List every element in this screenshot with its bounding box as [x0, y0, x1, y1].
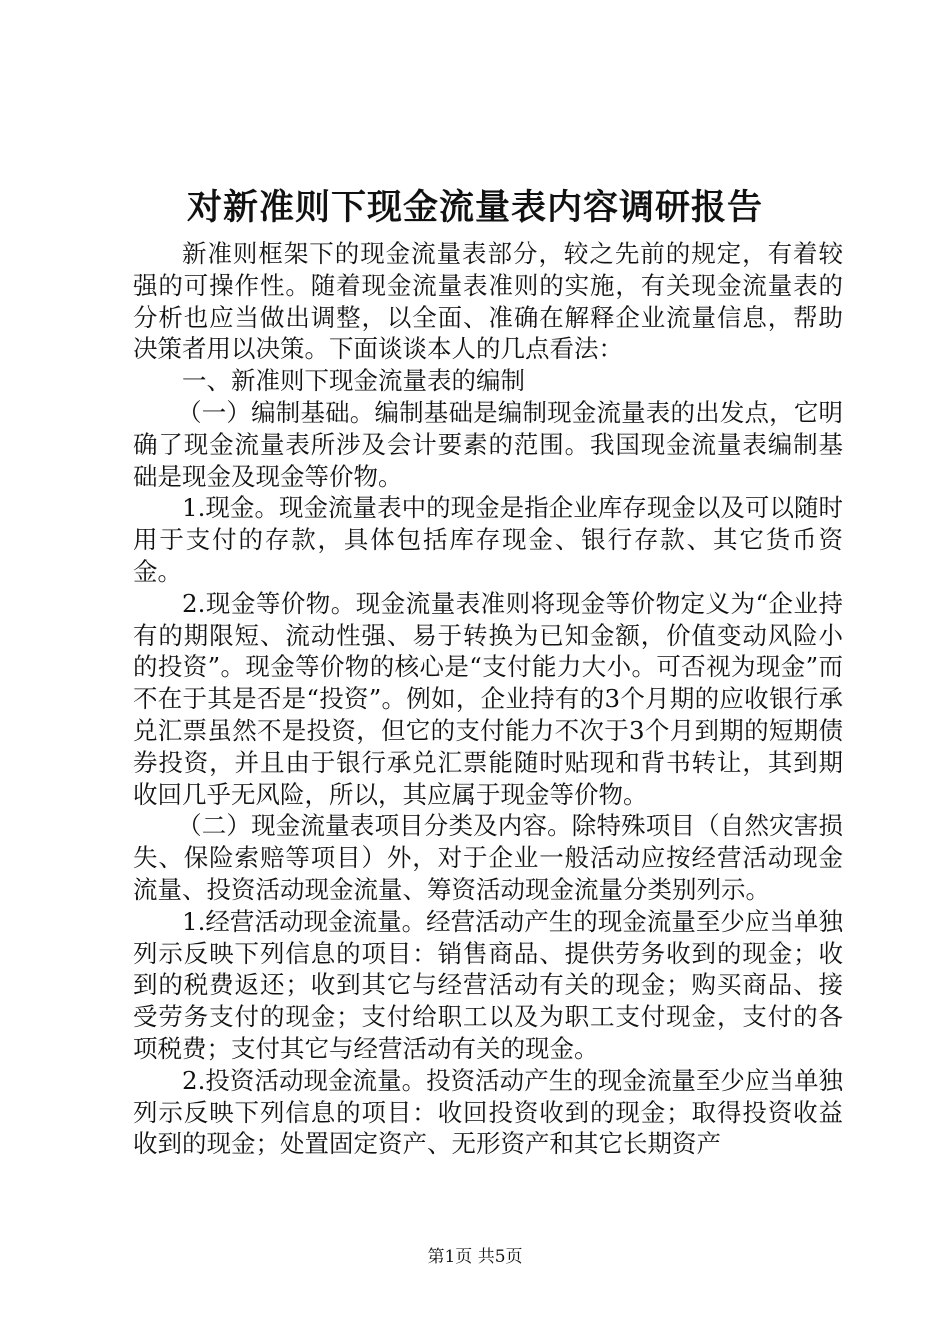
paragraph-operating-cash-flow: 1.经营活动现金流量。经营活动产生的现金流量至少应当单独列示反映下列信息的项目：销售商品、提供劳务收到的现金；收到的税费返还；收到其它与经营活动有关的现金；购买商品、接受劳务支付的现金；支付给职工以及为职工支付现金，支付的各项税费；支付其它与经营活动有关的现金。 [133, 906, 843, 1063]
intro-paragraph: 新准则框架下的现金流量表部分，较之先前的规定，有着较强的可操作性。随着现金流量表准则的实施，有关现金流量表的分析也应当做出调整，以全面、准确在解释企业流量信息，帮助决策者用以决策。下面谈谈本人的几点看法： [133, 239, 843, 364]
paragraph-investing-cash-flow: 2.投资活动现金流量。投资活动产生的现金流量至少应当单独列示反映下列信息的项目：收回投资收到的现金；取得投资收益收到的现金；处置固定资产、无形资产和其它长期资产 [133, 1065, 843, 1159]
page-footer: 第1页 共5页 [427, 1247, 523, 1267]
paragraph-cash: 1.现金。现金流量表中的现金是指企业库存现金以及可以随时用于支付的存款，具体包括库存现金、银行存款、其它货币资金。 [133, 493, 843, 586]
paragraph-cash-equivalents: 2.现金等价物。现金流量表准则将现金等价物定义为“企业持有的期限短、流动性强、易于转换为已知金额，价值变动风险小的投资”。现金等价物的核心是“支付能力大小。可否视为现金”而不在于其是否是“投资”。例如，企业持有的3个月期的应收银行承兑汇票虽然不是投资，但它的支付能力不次于3个月到期的短期债券投资，并且由于银行承兑汇票能随时贴现和背书转让，其到期收回几乎无风险，所以，其应属于现金等价物。 [133, 588, 843, 809]
paragraph-basis: （一）编制基础。编制基础是编制现金流量表的出发点，它明确了现金流量表所涉及会计要素的范围。我国现金流量表编制基础是现金及现金等价物。 [133, 397, 843, 491]
section-heading-1: 一、新准则下现金流量表的编制 [182, 366, 525, 396]
document-title: 对新准则下现金流量表内容调研报告 [186, 188, 763, 228]
document-body [133, 238, 843, 1160]
paragraph-classification: （二）现金流量表项目分类及内容。除特殊项目（自然灾害损失、保险索赔等项目）外，对于企业一般活动应按经营活动现金流量、投资活动现金流量、筹资活动现金流量分类别列示。 [133, 811, 843, 904]
